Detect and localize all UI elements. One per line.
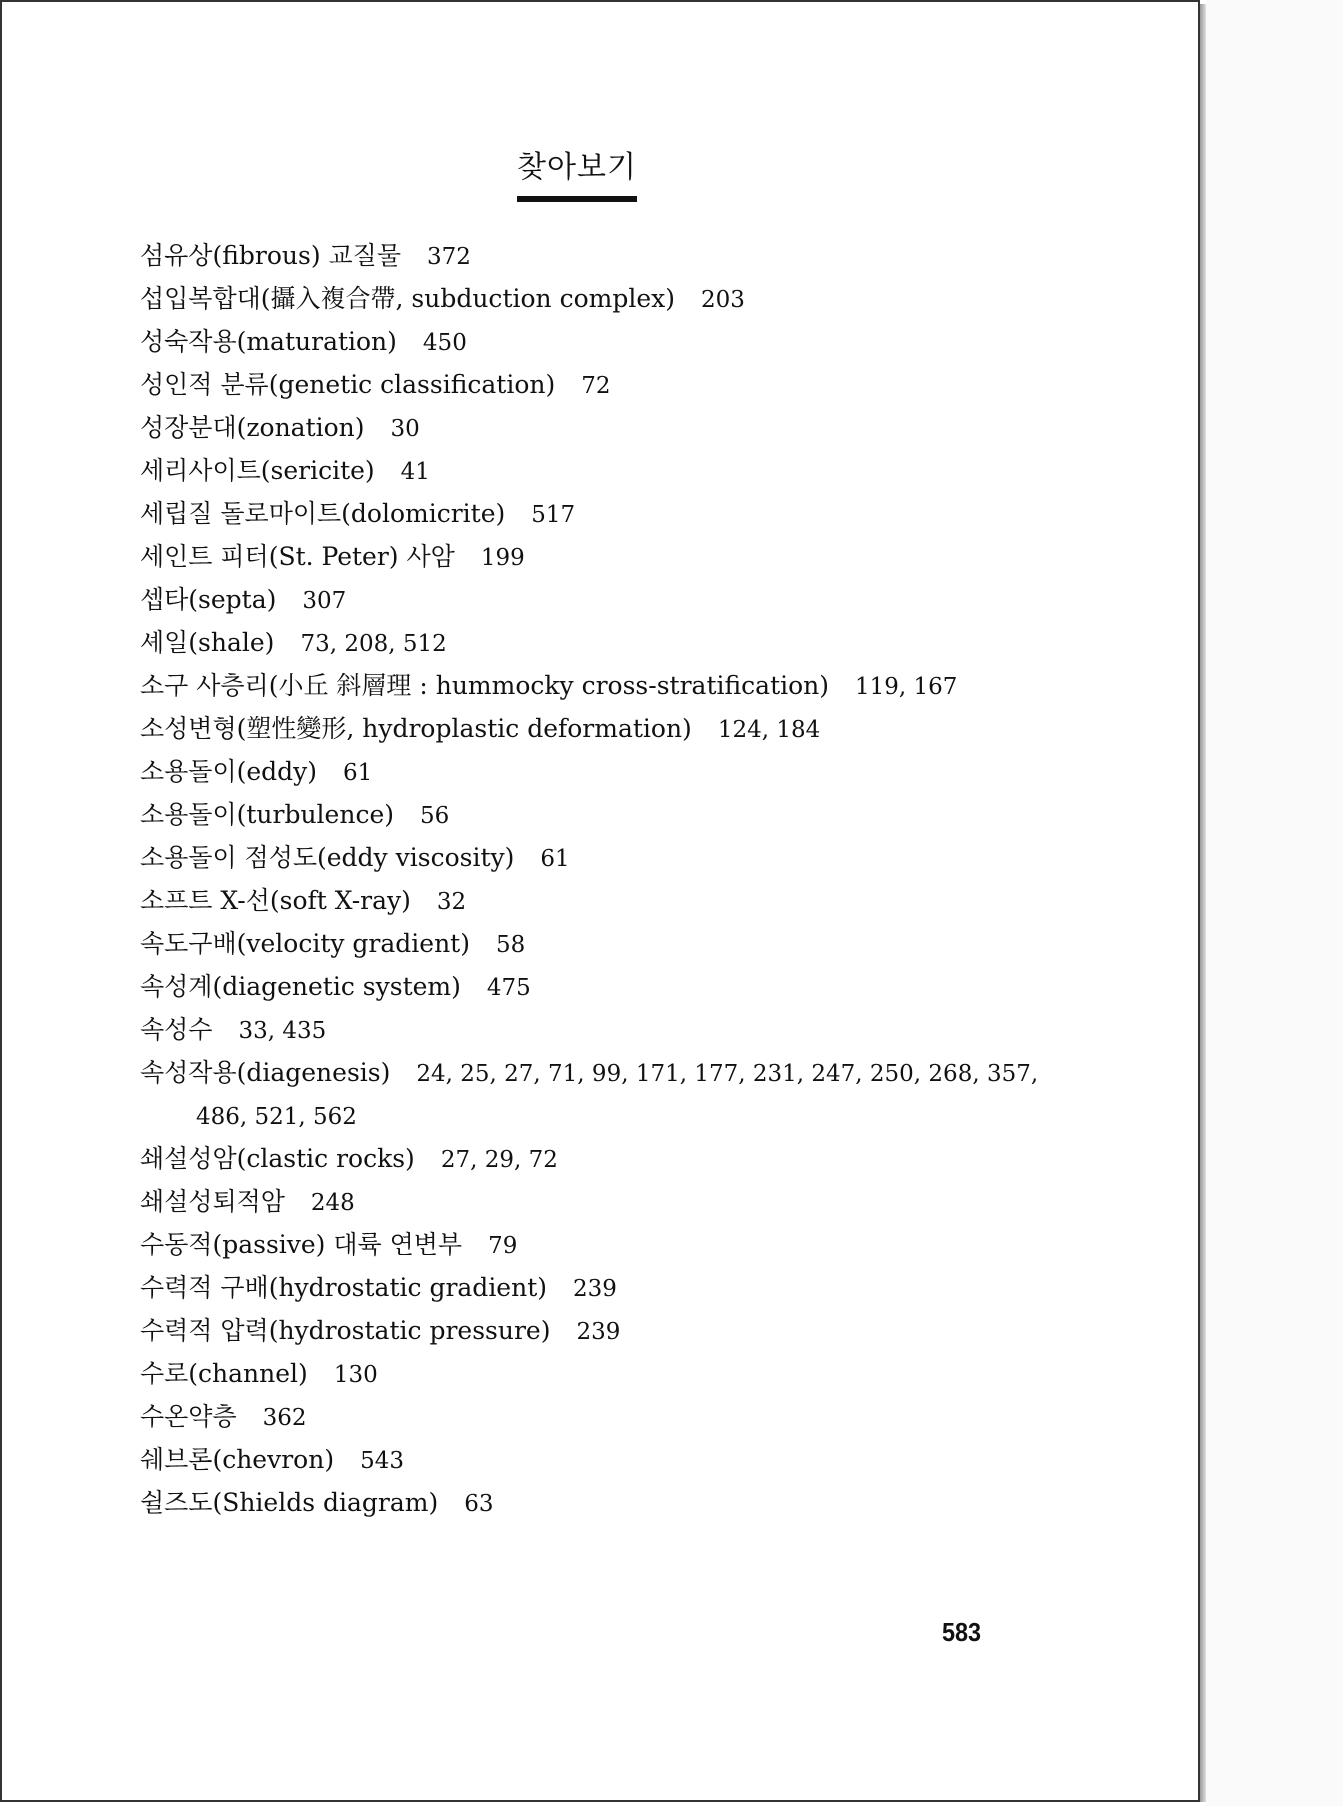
index-entry	[140, 965, 1040, 1008]
index-entry	[140, 1137, 1040, 1180]
index-term: 소용돌이 점성도(eddy viscosity)	[140, 843, 515, 872]
index-entry	[140, 879, 1040, 922]
index-term: 속성수	[140, 1015, 213, 1044]
index-term: 소용돌이(turbulence)	[140, 800, 394, 829]
index-entry	[140, 1352, 1040, 1395]
index-term: 셉타(septa)	[140, 585, 277, 614]
index-entry	[140, 1481, 1040, 1524]
index-page-refs: 41	[400, 459, 430, 485]
index-term: 쉐브론(chevron)	[140, 1445, 335, 1474]
index-page-refs: 63	[464, 1491, 494, 1517]
index-term: 소프트 X-선(soft X-ray)	[140, 886, 411, 915]
index-entry	[140, 1395, 1040, 1438]
index-page-refs: 58	[496, 932, 526, 958]
index-entry	[140, 234, 1040, 277]
index-entry	[140, 578, 1040, 621]
index-term: 세인트 피터(St. Peter) 사암	[140, 542, 455, 571]
index-term: 속성작용(diagenesis)	[140, 1058, 391, 1087]
index-page-refs: 130	[333, 1362, 378, 1388]
index-entry	[140, 1266, 1040, 1309]
index-term: 소구 사층리(小丘 斜層理 : hummocky cross-stratification)	[140, 671, 830, 700]
index-page-refs: 450	[422, 330, 467, 356]
index-page-refs: 362	[262, 1405, 307, 1431]
background-margin	[1206, 0, 1343, 1806]
index-term: 쇄설성퇴적암	[140, 1187, 285, 1216]
index-entry	[140, 1309, 1040, 1352]
index-page-refs: 24, 25, 27, 71, 99, 171, 177, 231, 247, 250, 268, 357,	[416, 1061, 1039, 1087]
index-page-refs: 517	[531, 502, 576, 528]
page-edge-shadow	[1200, 4, 1206, 1802]
index-entry	[140, 1051, 1040, 1137]
index-page-refs: 475	[486, 975, 531, 1001]
index-term: 수온약층	[140, 1402, 237, 1431]
index-page-refs: 119, 167	[855, 674, 958, 700]
index-entry	[140, 750, 1040, 793]
index-entry	[140, 1223, 1040, 1266]
index-term: 세립질 돌로마이트(dolomicrite)	[140, 499, 506, 528]
title-container	[2, 142, 1152, 202]
index-term: 섭입복합대(攝入複合帶, subduction complex)	[140, 284, 675, 313]
index-term: 수동적(passive) 대륙 연변부	[140, 1230, 463, 1259]
index-entry	[140, 621, 1040, 664]
index-term: 쉴즈도(Shields diagram)	[140, 1488, 439, 1517]
index-page-refs: 372	[426, 244, 471, 270]
index-term: 수력적 구배(hydrostatic gradient)	[140, 1273, 548, 1302]
index-entry	[140, 277, 1040, 320]
index-entry	[140, 449, 1040, 492]
index-page-refs: 248	[310, 1190, 355, 1216]
index-page-refs: 307	[302, 588, 347, 614]
index-page-refs-continuation: 486, 521, 562	[196, 1104, 357, 1130]
index-page-refs: 79	[488, 1233, 518, 1259]
index-entry	[140, 535, 1040, 578]
page-title: 찾아보기	[517, 142, 637, 202]
index-entry	[140, 320, 1040, 363]
index-page-refs: 543	[360, 1448, 404, 1474]
index-term: 셰일(shale)	[140, 628, 275, 657]
index-term: 성장분대(zonation)	[140, 413, 365, 442]
index-entry	[140, 664, 1040, 707]
index-page-refs: 61	[540, 846, 570, 872]
index-page-refs: 73, 208, 512	[300, 631, 447, 657]
index-term: 수력적 압력(hydrostatic pressure)	[140, 1316, 551, 1345]
index-page-refs: 27, 29, 72	[440, 1147, 558, 1173]
index-page-refs: 72	[581, 373, 611, 399]
index-page-refs: 239	[573, 1276, 617, 1302]
index-term: 세리사이트(sericite)	[140, 456, 375, 485]
index-entry	[140, 922, 1040, 965]
index-entry	[140, 406, 1040, 449]
index-entry	[140, 707, 1040, 750]
index-entry	[140, 836, 1040, 879]
index-term: 성숙작용(maturation)	[140, 327, 397, 356]
index-entry	[140, 1438, 1040, 1481]
index-page-refs: 124, 184	[717, 717, 821, 743]
index-term: 수로(channel)	[140, 1359, 308, 1388]
index-page-refs: 33, 435	[238, 1018, 327, 1044]
index-term: 소용돌이(eddy)	[140, 757, 318, 786]
index-entry	[140, 363, 1040, 406]
index-page-refs: 30	[390, 416, 420, 442]
page-number: 583	[942, 1617, 982, 1647]
index-page-refs: 56	[420, 803, 450, 829]
index-page-refs: 239	[576, 1319, 621, 1345]
index-term: 속성계(diagenetic system)	[140, 972, 461, 1001]
index-entry	[140, 1180, 1040, 1223]
index-term: 섬유상(fibrous) 교질물	[140, 241, 401, 270]
index-term: 쇄설성암(clastic rocks)	[140, 1144, 415, 1173]
index-term: 성인적 분류(genetic classification)	[140, 370, 556, 399]
index-entry	[140, 793, 1040, 836]
index-term: 소성변형(塑性變形, hydroplastic deformation)	[140, 714, 692, 743]
index-page-refs: 32	[436, 889, 467, 915]
index-term: 속도구배(velocity gradient)	[140, 929, 470, 958]
index-entry	[140, 1008, 1040, 1051]
index-page-refs: 199	[480, 545, 525, 571]
index-entry-list	[140, 234, 1040, 1524]
index-page-refs: 61	[343, 760, 373, 786]
index-entry	[140, 492, 1040, 535]
index-page-refs: 203	[700, 287, 745, 313]
